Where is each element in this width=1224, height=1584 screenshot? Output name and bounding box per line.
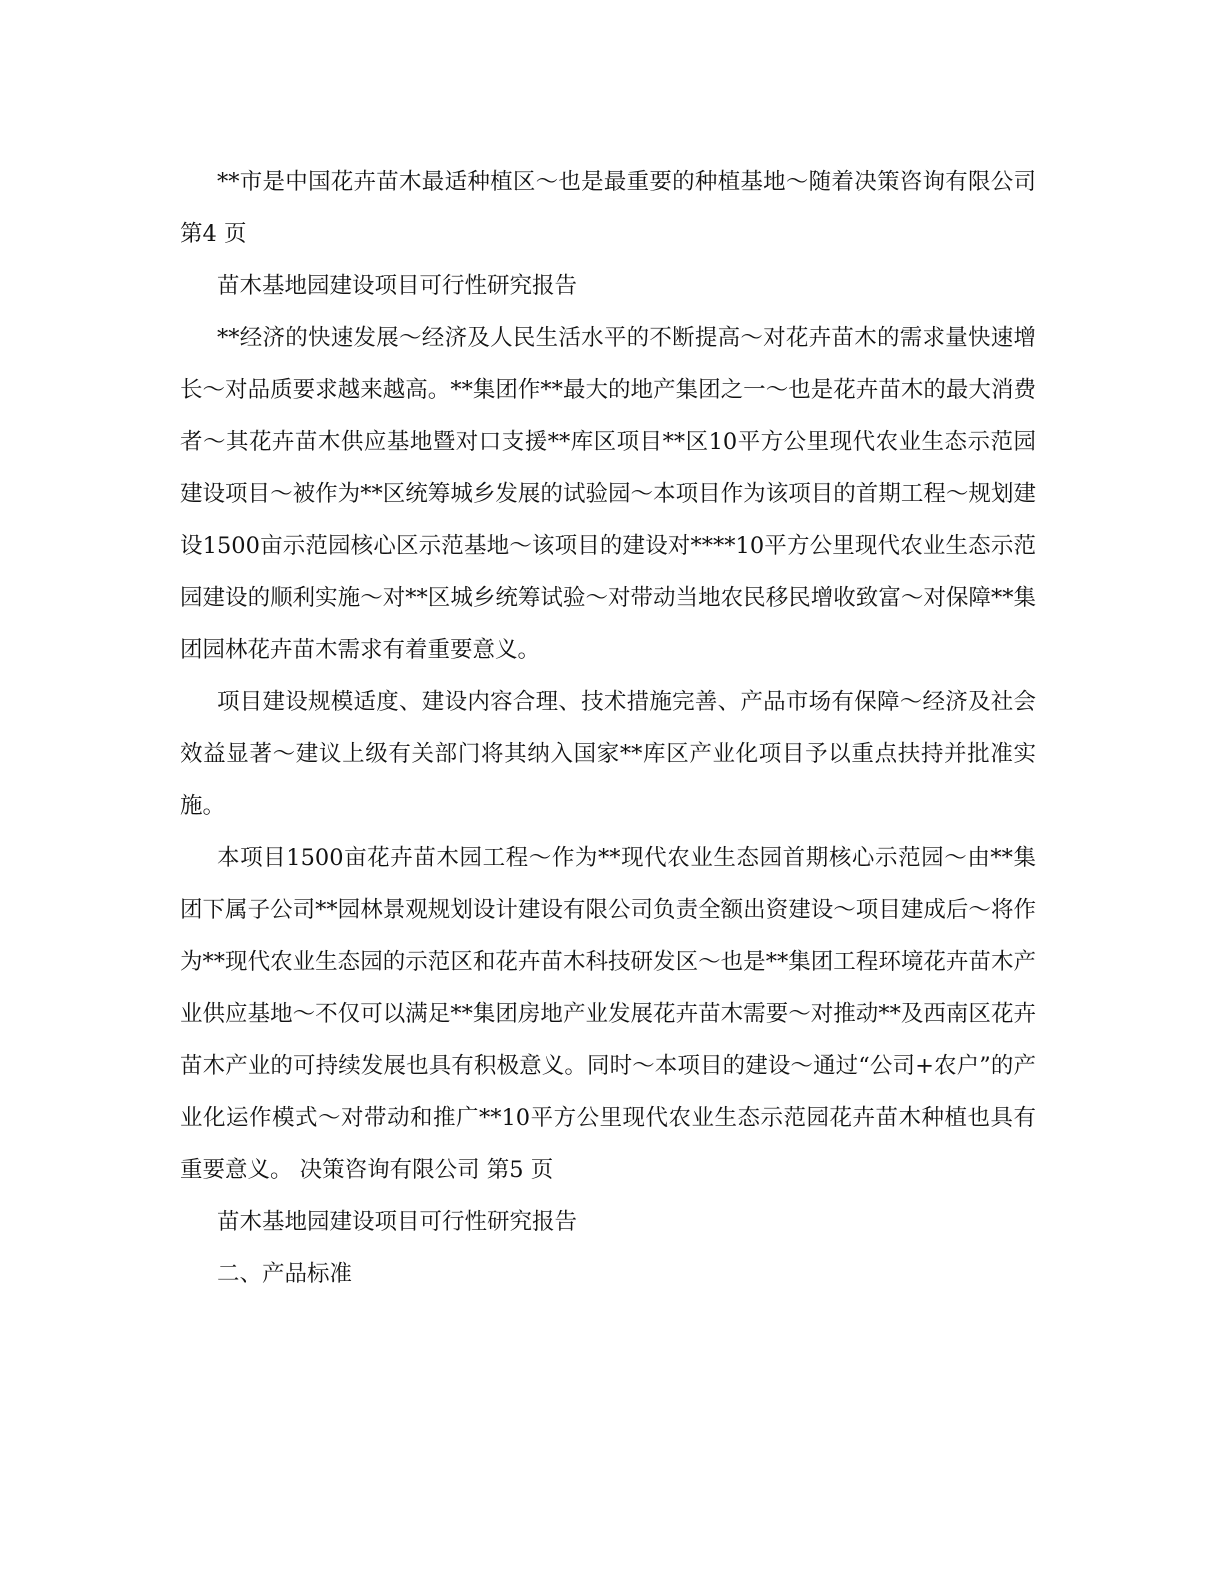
document-body: [180, 156, 1036, 1300]
paragraph-recommendation: 项目建设规模适度、建设内容合理、技术措施完善、产品市场有保障～经济及社会效益显著～建议上级有关部门将其纳入国家**库区产业化项目予以重点扶持并批准实施。: [180, 689, 1036, 819]
report-header: 苗木基地园建设项目可行性研究报告: [217, 1209, 578, 1235]
paragraph-intro: **市是中国花卉苗木最适种植区～也是最重要的种植基地～随着决策咨询有限公司 第4 页: [180, 169, 1036, 247]
section-heading: 二、产品标准: [217, 1261, 353, 1287]
report-header: 苗木基地园建设项目可行性研究报告: [217, 273, 578, 299]
paragraph-project-scope: 本项目1500亩花卉苗木园工程～作为**现代农业生态园首期核心示范园～由**集团下属子公司**园林景观规划设计建设有限公司负责全额出资建设～项目建成后～将作为**现代农业生态园的示范区和花卉苗木科技研发区～也是**集团工程环境花卉苗木产业供应基地～不仅可以满足**集团房地产业发展花卉苗木需要～对推动**及西南区花卉苗木产业的可持续发展也具有积极意义。同时～本项目的建设～通过“公司+农户”的产业化运作模式～对带动和推广**10平方公里现代农业生态示范园花卉苗木种植也具有重要意义。 决策咨询有限公司 第5 页: [180, 845, 1036, 1183]
paragraph-background: **经济的快速发展～经济及人民生活水平的不断提高～对花卉苗木的需求量快速增长～对品质要求越来越高。**集团作**最大的地产集团之一～也是花卉苗木的最大消费者～其花卉苗木供应基地暨对口支援**库区项目**区10平方公里现代农业生态示范园建设项目～被作为**区统筹城乡发展的试验园～本项目作为该项目的首期工程～规划建设1500亩示范园核心区示范基地～该项目的建设对****10平方公里现代农业生态示范园建设的顺利实施～对**区城乡统筹试验～对带动当地农民移民增收致富～对保障**集团园林花卉苗木需求有着重要意义。: [180, 325, 1036, 663]
